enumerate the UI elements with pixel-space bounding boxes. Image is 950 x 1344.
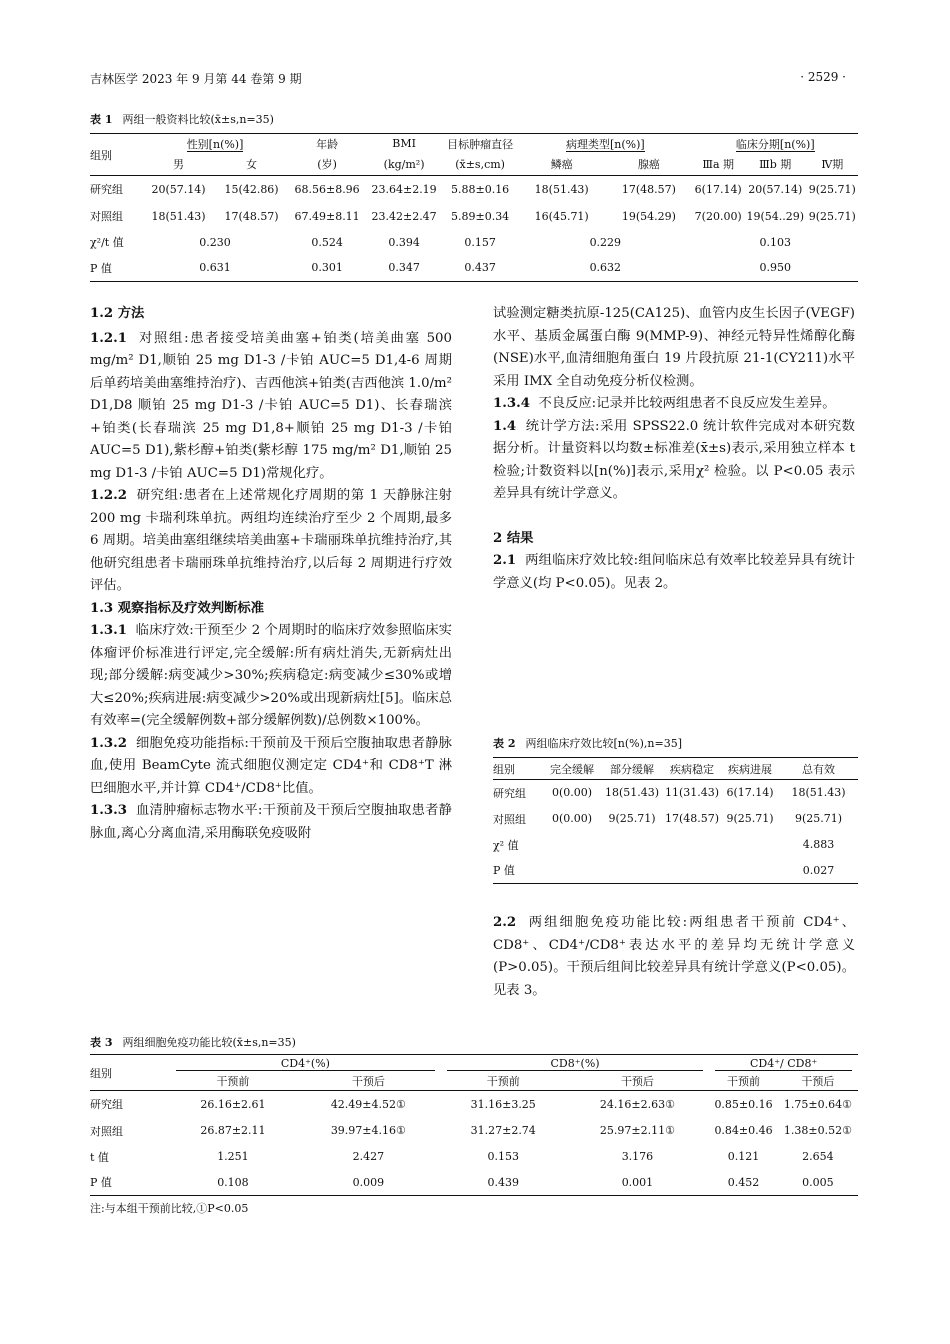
paragraph (90, 620, 452, 733)
table-cell: 1.251 (217, 1150, 249, 1163)
table2 (493, 757, 858, 884)
table1-female-header: 女 (246, 158, 258, 172)
page-number: · 2529 · (800, 70, 846, 84)
table1-caption (90, 111, 274, 127)
text: 血清肿瘤标志物水平:干预前及干预后空腹抽取患者静脉血,离心分离血清,采用酶联免疫吸附 (90, 803, 452, 841)
table-cell: 23.64±2.19 (371, 182, 437, 196)
table3-group-header: 组别 (90, 1055, 170, 1091)
table-cell: 干预后 (351, 1075, 385, 1089)
table-cell: 0.108 (217, 1175, 249, 1189)
table1-tumor-unit: (x̄±s,cm) (455, 157, 505, 171)
table1-squamous-header: 鳞癌 (550, 158, 573, 172)
table-cell: 0.121 (727, 1150, 760, 1163)
table-cell: 19(54.29) (621, 209, 676, 223)
table3-ratio-header: CD4⁺/ CD8⁺ (715, 1057, 852, 1071)
table-cell: 18(51.43) (151, 209, 206, 223)
table-cell (663, 832, 721, 858)
table-cell: 0.84±0.46 (714, 1124, 773, 1137)
table-cell: 0.009 (352, 1175, 385, 1189)
table-cell (693, 134, 858, 154)
table-cell: 24.16±2.63① (599, 1097, 675, 1111)
text: 两组细胞免疫功能比较:两组患者干预前 CD4⁺、CD8⁺、CD4⁺/CD8⁺表达水平的差异均无统计学意义(P>0.05)。干预后组间比较差异具有统计学意义(P<0.05)。见表 3。 (493, 915, 855, 998)
table-cell: 0.005 (802, 1175, 834, 1189)
section-heading: 1.3 观察指标及疗效判断标准 (90, 600, 265, 616)
table-cell: 19(54..29) (746, 209, 805, 223)
section-number: 1.3.4 (493, 396, 531, 411)
table1-age-header: 年龄 (316, 137, 339, 151)
table-cell: P 值 (90, 1176, 112, 1190)
table-row (90, 176, 858, 203)
table-cell: 0.153 (487, 1150, 519, 1163)
table-cell: 0.452 (727, 1175, 760, 1189)
table-cell (543, 858, 601, 884)
table-cell: 研究组 (493, 786, 526, 800)
table1-label: 表 1 (90, 113, 113, 126)
table-row (90, 255, 858, 282)
table-cell: 9(25.71) (808, 209, 856, 223)
table-row (90, 203, 858, 230)
paragraph (90, 328, 452, 486)
section-number: 1.4 (493, 418, 517, 434)
section-number: 1.2.2 (90, 488, 128, 503)
table-row (90, 1144, 858, 1170)
table-cell: 研究组 (90, 1098, 123, 1112)
table1-s3a-header: Ⅲa 期 (702, 158, 735, 172)
table3-title: 两组细胞免疫功能比较(x̄±s,n=35) (122, 1036, 296, 1049)
table-cell: 干预后 (801, 1075, 835, 1089)
table-row (493, 780, 858, 806)
table3-label: 表 3 (90, 1036, 113, 1049)
text: 研究组:患者在上述常规化疗周期的第 1 天静脉注射 200 mg 卡瑞利珠单抗。两组均连续治疗至少 2 个周期,最多 6 周期。培美曲塞组继续培美曲塞+卡瑞丽珠单抗维持治疗,其他研究组患者卡瑞丽珠单抗维持治疗,以后每 2 周期进行疗效评估。 (90, 488, 452, 593)
paragraph (493, 912, 855, 1002)
table-cell: 完全缓解 (550, 762, 594, 776)
table-cell: 3.176 (621, 1150, 654, 1163)
table-row (493, 858, 858, 884)
table3-cd4-header: CD4⁺(%) (176, 1057, 435, 1071)
table1-bmi-header: BMI (392, 137, 416, 151)
table-cell: 18(51.43) (534, 182, 589, 196)
table-cell: 0.347 (388, 261, 420, 275)
table-cell (601, 832, 663, 858)
table-cell: 5.88±0.16 (450, 182, 510, 196)
table1-tumor-header: 目标肿瘤直径 (447, 137, 514, 151)
table-row (90, 230, 858, 255)
table-cell: 6(17.14) (694, 182, 742, 196)
table-cell: 9(25.71) (608, 812, 656, 825)
table-cell: 0(0.00) (551, 786, 593, 800)
table-cell: 23.42±2.47 (371, 209, 437, 223)
table-cell (709, 1055, 858, 1073)
section-number: 1.3.2 (90, 735, 128, 751)
table-cell: 部分缓解 (610, 762, 654, 776)
table-row (90, 1118, 858, 1144)
table3-note: 注:与本组干预前比较,①P<0.05 (90, 1202, 249, 1215)
table-cell: 干预前 (727, 1075, 761, 1089)
section-heading: 1.2 方法 (90, 306, 145, 321)
paragraph (90, 485, 452, 598)
table1 (90, 133, 858, 282)
text: 对照组:患者接受培美曲塞+铂类(培美曲塞 500 mg/m² D1,顺铂 25 mg D1-3 /卡铂 AUC=5 D1,4-6 周期后单药培美曲塞维持治疗)、吉西他滨+铂类(吉西他滨 1.0/m² D1,D8 顺铂 25 mg D1-3 /卡铂 AUC=5 D1)、长春瑞滨+铂类(长春瑞滨 25 mg D1,8+顺铂 25 mg D1-3 /卡铂 AUC=5 D1),紫杉醇+铂类(紫杉醇 175 mg/m² D1,顺铂 25 mg D1-3 /卡铂 AUC=5 D1)常规化疗。 (90, 330, 452, 481)
table1-group-header: 组别 (90, 134, 142, 176)
table-row (90, 1170, 858, 1196)
table-cell: 组别 (493, 762, 515, 776)
table-cell: 2.427 (352, 1150, 385, 1163)
journal-header: 吉林医学 2023 年 9 月第 44 卷第 9 期 (90, 72, 302, 86)
table-cell: 0.301 (311, 261, 343, 275)
table-cell: 6(17.14) (726, 786, 774, 800)
table-cell: 67.49±8.11 (294, 209, 360, 223)
table-cell: 疾病稳定 (670, 762, 714, 776)
table1-stage-header: 临床分期[n(%)] (735, 137, 815, 151)
table1-adeno-header: 腺癌 (637, 158, 660, 172)
text: 统计学方法:采用 SPSS22.0 统计软件完成对本研究数据分析。计量资料以均数±标准差(x̄±s)表示,采用独立样本 t 检验;计数资料以[n(%)]表示,采用χ² 检验。以 P<0.05 表示差异具有统计学意义。 (493, 418, 855, 501)
table-cell: 干预后 (620, 1075, 654, 1089)
table1-male-header: 男 (173, 158, 185, 172)
text: 两组临床疗效比较:组间临床总有效率比较差异具有统计学意义(均 P<0.05)。见表 2。 (493, 553, 855, 591)
table-cell: 总有效 (802, 762, 835, 776)
table-cell: P 值 (90, 261, 112, 275)
table-cell: 15(42.86) (224, 182, 279, 196)
table-cell: 干预前 (216, 1075, 250, 1089)
section-number: 1.2.1 (90, 330, 128, 346)
paragraph (90, 800, 452, 845)
table-cell: 9(25.71) (726, 812, 774, 825)
table-cell: 17(48.57) (621, 182, 676, 196)
table1-s3b-header: Ⅲb 期 (759, 158, 792, 172)
table-cell: 0.524 (311, 235, 343, 249)
table1-path-header: 病理类型[n(%)] (565, 137, 645, 151)
section-number: 1.3.1 (90, 623, 128, 638)
left-column (90, 303, 452, 845)
table-cell: 干预前 (486, 1075, 520, 1089)
table-cell: 0.157 (464, 235, 496, 249)
table-cell (518, 134, 692, 154)
table-cell (142, 134, 288, 154)
table-cell: 17(48.57) (224, 209, 279, 223)
table-cell: 18(51.43) (604, 786, 660, 800)
table-cell: 31.16±3.25 (470, 1097, 536, 1111)
paragraph (493, 393, 855, 416)
table2-title: 两组临床疗效比较[n(%),n=35] (525, 737, 682, 750)
table-cell (721, 832, 779, 858)
section-number: 2.1 (493, 553, 517, 568)
table-cell: χ²/t 值 (90, 236, 124, 249)
table-cell (543, 832, 601, 858)
table-cell: 4.883 (802, 838, 835, 851)
table-row (493, 806, 858, 832)
table-cell: 0.001 (621, 1175, 654, 1189)
table-cell: 31.27±2.74 (470, 1124, 536, 1137)
text: 临床疗效:干预至少 2 个周期时的临床疗效参照临床实体瘤评价标准进行评定,完全缓解:所有病灶消失,无新病灶出现;部分缓解:病变减少>30%;疾病稳定:病变减少≤30%或增大≤20%;疾病进展:病变减少>20%或出现新病灶[5]。临床总有效率=(完全缓解例数+部分缓解例数)/总例数×100%。 (90, 623, 452, 728)
table-cell: t 值 (90, 1150, 109, 1164)
table3-caption (90, 1034, 296, 1050)
table2-label: 表 2 (493, 737, 516, 750)
paragraph (90, 733, 452, 801)
table3 (90, 1054, 858, 1196)
table-cell (721, 858, 779, 884)
table-row (90, 1091, 858, 1118)
table-cell: 39.97±4.16① (330, 1124, 406, 1137)
table-cell: 26.16±2.61 (200, 1097, 266, 1111)
table-row (493, 832, 858, 858)
results-heading: 2 结果 (493, 530, 534, 546)
table-cell: 42.49±4.52① (330, 1097, 406, 1111)
table-cell: 0.103 (759, 235, 792, 249)
table-cell: 7(20.00) (694, 209, 742, 223)
table-cell: 9(25.71) (808, 182, 856, 196)
table-cell: 0.027 (802, 863, 835, 877)
table-cell: 疾病进展 (728, 762, 772, 776)
section-number: 2.2 (493, 915, 517, 930)
table-cell: 对照组 (90, 1124, 123, 1138)
table-cell: 0.437 (464, 261, 496, 275)
table-cell: 2.654 (802, 1150, 834, 1163)
table-cell: 0(0.00) (551, 812, 593, 825)
table-cell: 0.632 (589, 261, 622, 275)
table-cell: 0.439 (487, 1175, 519, 1189)
table-cell: 研究组 (90, 183, 123, 197)
right-column (493, 303, 855, 595)
table-cell: 对照组 (90, 210, 123, 223)
table1-s4-header: Ⅳ期 (821, 158, 844, 172)
table1-sex-header: 性别[n(%)] (186, 137, 244, 151)
text: 细胞免疫功能指标:干预前及干预后空腹抽取患者静脉血,使用 BeamCyte 流式细胞仪测定定 CD4⁺和 CD8⁺T 淋巴细胞水平,并计算 CD4⁺/CD8⁺比值。 (90, 735, 452, 796)
table-cell: 0.631 (199, 261, 231, 275)
table-cell: 17(48.57) (664, 812, 720, 825)
section-number: 1.3.3 (90, 803, 128, 818)
table-cell (663, 858, 721, 884)
table1-title: 两组一般资料比较(x̄±s,n=35) (122, 113, 274, 126)
table-cell: χ² 值 (493, 838, 519, 852)
table-cell: 1.75±0.64① (783, 1097, 852, 1111)
table-cell (441, 1055, 709, 1073)
table-cell: 25.97±2.11① (599, 1124, 675, 1137)
table-cell: 1.38±0.52① (783, 1124, 852, 1137)
table-cell: 26.87±2.11 (200, 1124, 266, 1137)
paragraph: 试验测定糖类抗原-125(CA125)、血管内皮生长因子(VEGF)水平、基质金属蛋白酶 9(MMP-9)、神经元特异性烯醇化酶(NSE)水平,血清细胞角蛋白 19 片段抗原 21-1(CY211)水平采用 IMX 全自动免疫分析仪检测。 (493, 306, 855, 389)
table-cell: 18(51.43) (791, 786, 846, 800)
table-cell: P 值 (493, 864, 515, 878)
results-2-2 (493, 912, 855, 1002)
table-cell: 68.56±8.96 (294, 182, 360, 196)
table-cell: 0.950 (759, 261, 792, 275)
table-cell: 0.394 (388, 235, 420, 249)
table3-cd8-header: CD8⁺(%) (447, 1057, 703, 1071)
table-cell: 20(57.14) (748, 182, 803, 196)
table2-caption (493, 735, 682, 751)
table-cell: 5.89±0.34 (450, 209, 510, 223)
table-cell: 0.230 (199, 235, 231, 249)
paragraph (493, 550, 855, 595)
table-cell: 11(31.43) (664, 786, 720, 800)
table-cell: 对照组 (493, 812, 526, 826)
table-cell: 0.85±0.16 (714, 1097, 773, 1111)
table-cell: 20(57.14) (151, 182, 206, 196)
paragraph (493, 416, 855, 506)
text: 不良反应:记录并比较两组患者不良反应发生差异。 (538, 396, 836, 411)
table-cell: 9(25.71) (794, 812, 843, 825)
table1-age-unit: (岁) (317, 158, 337, 172)
table-cell (170, 1055, 441, 1073)
table-cell: 0.229 (589, 235, 622, 249)
table-cell (601, 858, 663, 884)
table1-bmi-unit: (kg/m²) (383, 157, 425, 171)
table-cell: 16(45.71) (534, 209, 589, 223)
